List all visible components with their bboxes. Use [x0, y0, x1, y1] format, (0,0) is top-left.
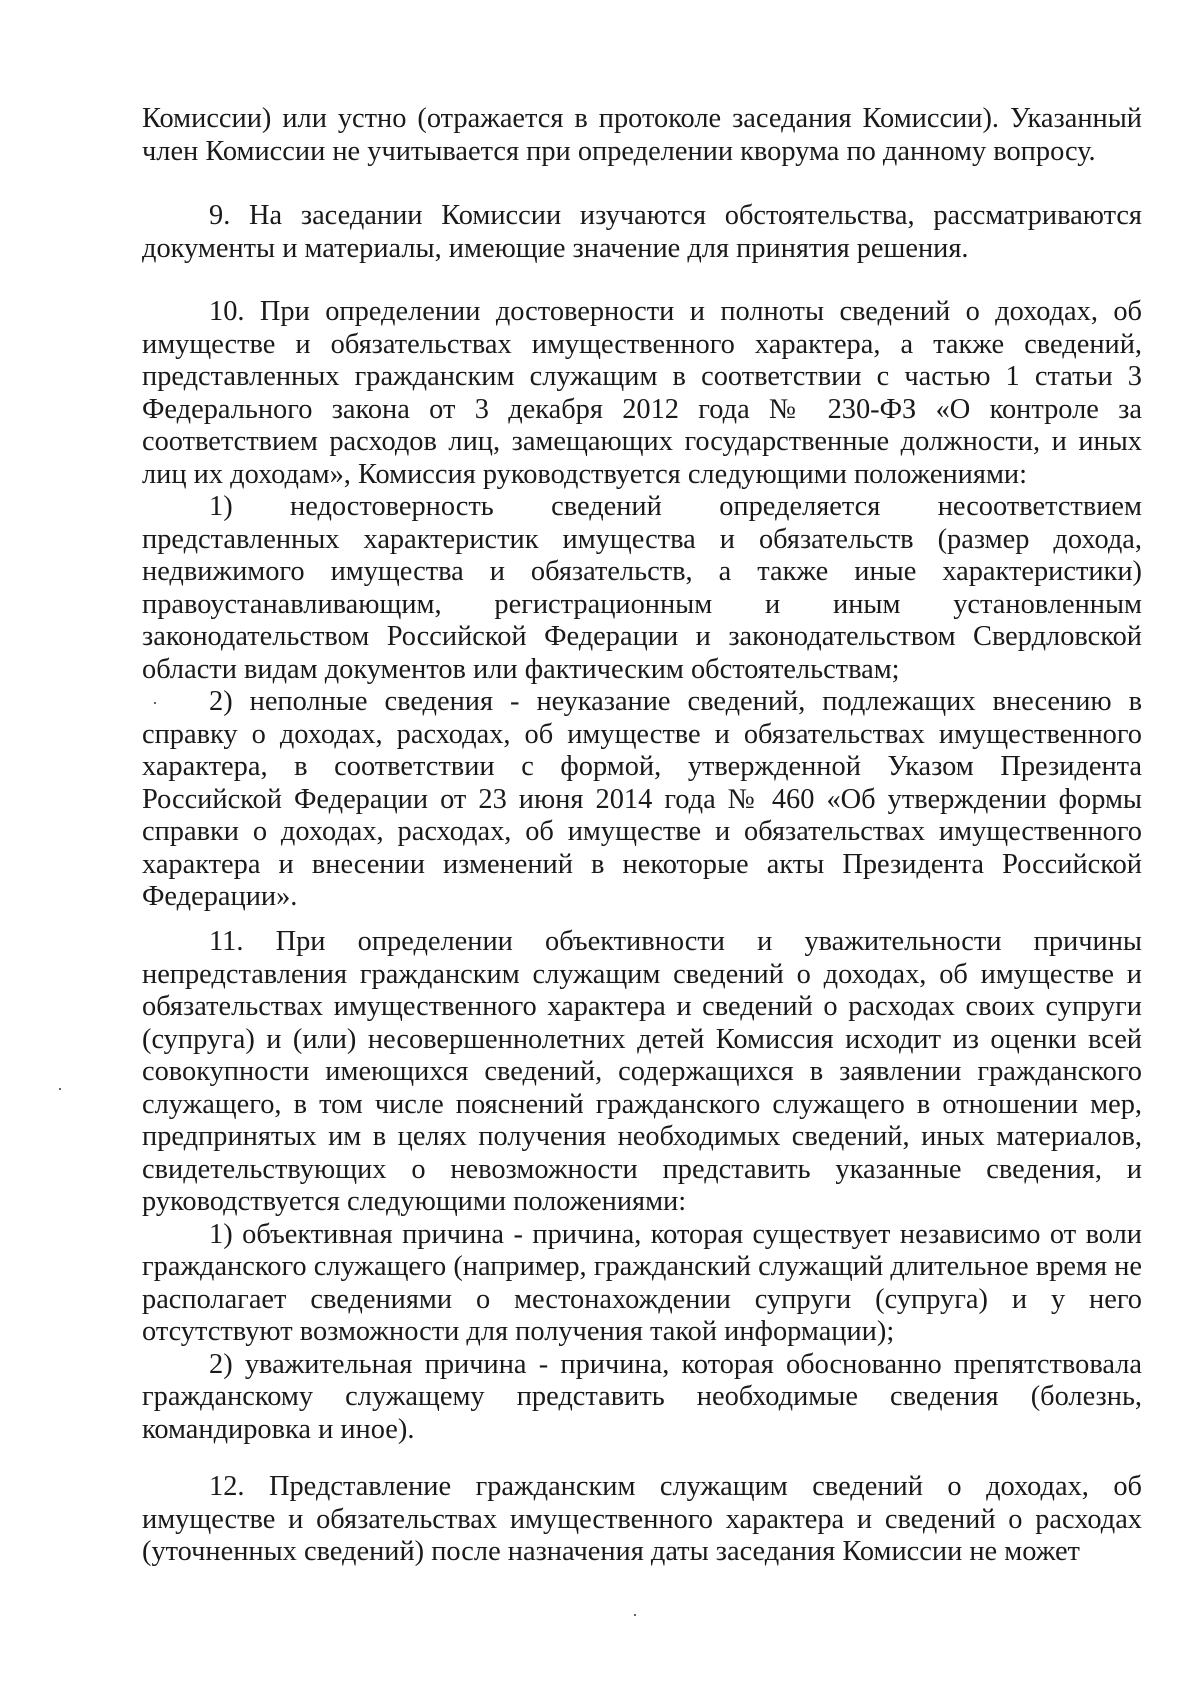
- paragraph-11-item-2: 2) уважительная причина - причина, которая обоснованно препятствовала гражданскому служащему представить необходимые сведения (болезнь, командировка и иное).: [142, 1348, 1142, 1445]
- paragraph-10-item-2: 2) неполные сведения - неуказание сведений, подлежащих внесению в справку о доходах, расходах, об имуществе и обязательствах имущественного характера, в соответствии с формой, утвержденной Указом Президента Российской Федерации от 23 июня 2014 года № 460 «Об утверждении формы справки о доходах, расходах, об имуществе и обязательствах имущественного характера и внесении изменений в некоторые акты Президента Российской Федерации».: [142, 686, 1142, 912]
- scan-speck: [59, 1088, 61, 1090]
- paragraph-12-block: [142, 1471, 1142, 1569]
- paragraph-10-block: [142, 296, 1142, 914]
- paragraph-9-block: [142, 200, 1142, 265]
- paragraph-10: 10. При определении достоверности и полноты сведений о доходах, об имуществе и обязательствах имущественного характера, а также сведений, представленных гражданским служащим в соответствии с частью 1 статьи 3 Федерального закона от 3 декабря 2012 года № 230-ФЗ «О контроле за соответствием расходов лиц, замещающих государственные должности, и иных лиц их доходам», Комиссия руководствуется следующими положениями:: [142, 296, 1142, 490]
- paragraph-9: 9. На заседании Комиссии изучаются обстоятельства, рассматриваются документы и материалы, имеющие значение для принятия решения.: [142, 200, 1142, 264]
- scan-speck: [634, 1614, 636, 1616]
- paragraph-10-item-1: 1) недостоверность сведений определяется несоответствием представленных характеристик имущества и обязательств (размер дохода, недвижимого имущества и обязательств, а также иные характеристики) правоустанавливающим, регистрационным и иным установленным законодательством Российской Федерации и законодательством Свердловской области видам документов или фактическим обстоятельствам;: [142, 491, 1142, 685]
- paragraph-11: 11. При определении объективности и уважительности причины непредставления гражданским служащим сведений о доходах, об имуществе и обязательствах имущественного характера и сведений о расходах своих супруги (супруга) и (или) несовершеннолетних детей Комиссия исходит из оценки всей совокупности имеющихся сведений, содержащихся в заявлении гражданского служащего, в том числе пояснений гражданского служащего в отношении мер, предпринятых им в целях получения необходимых сведений, иных материалов, свидетельствующих о невозможности представить указанные сведения, и руководствуется следующими положениями:: [142, 926, 1142, 1217]
- paragraph-11-item-1: 1) объективная причина - причина, которая существует независимо от воли гражданского служащего (например, гражданский служащий длительное время не располагает сведениями о местонахождении супруги (супруга) и у него отсутствуют возможности для получения такой информации);: [142, 1218, 1142, 1347]
- scan-speck: [154, 702, 156, 704]
- paragraph-11-block: [142, 926, 1142, 1446]
- paragraph-8-ending: Комиссии) или устно (отражается в протоколе заседания Комиссии). Указанный член Комиссии не учитывается при определении кворума по данному вопросу.: [142, 103, 1142, 167]
- paragraph-12: 12. Представление гражданским служащим сведений о доходах, об имуществе и обязательствах имущественного характера и сведений о расходах (уточненных сведений) после назначения даты заседания Комиссии не может: [142, 1471, 1142, 1567]
- paragraph-continuation: [142, 103, 1142, 168]
